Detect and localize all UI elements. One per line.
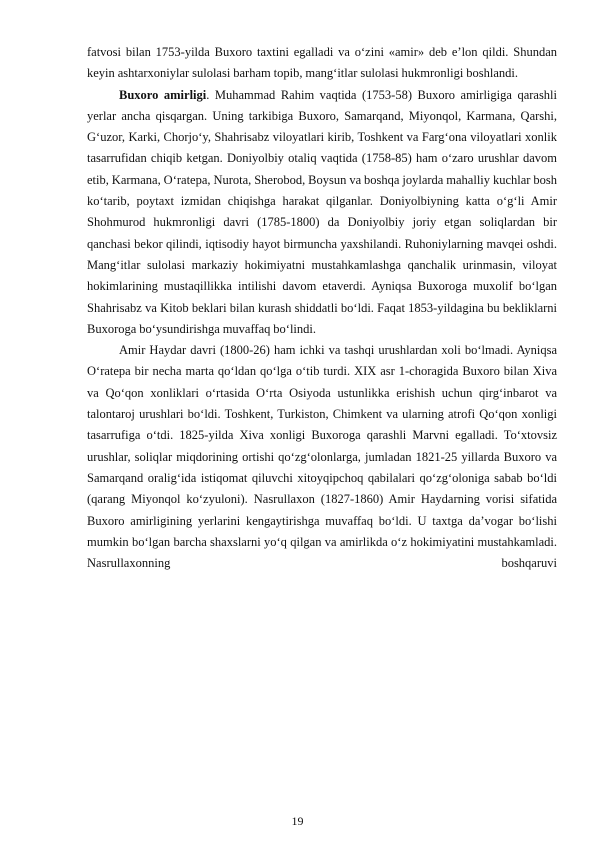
section-heading-buxoro-amirligi: Buxoro amirligi: [119, 87, 207, 102]
paragraph-2: [87, 85, 557, 341]
paragraph-1-text: fatvosi bilan 1753-yilda Buxoro taxtini egalladi va o‘zini «amir» deb e’lon qildi. Shundan keyin ashtarxoniylar sulolasi barham topib, mang‘itlar sulolasi hukmronligi boshlandi.: [87, 45, 557, 81]
body-text: [87, 42, 557, 574]
paragraph-2-text: . Muhammad Rahim vaqtida (1753-58) Buxoro amirligiga qarashli yerlar ancha qisqargan. Uning tarkibiga Buxoro, Samarqand, Miyonqol, Karmana, Qarshi, G‘uzor, Karki, Chorjo‘y, Shahrisabz viloyatlari kirib, Toshkent va Farg‘ona viloyatlari xonlik tasarrufidan chiqib ketgan. Doniyolbiy otaliq vaqtida (1758-85) ham o‘zaro urushlar davom etib, Karmana, O‘ratepa, Nurota, Sherobod, Boysun va boshqa joylarda mahalliy kuchlar bosh ko‘tarib, poytaxt izmidan chiqishga harakat qilganlar. Doniyolbiyning katta o‘g‘li Amir Shohmurod hukmronligi davri (1785-1800) da Doniyolbiy joriy etgan soliqlardan bir qanchasi bekor qilindi, iqtisodiy hayot birmuncha yaxshilandi. Ruhoniylarning mavqei oshdi. Mang‘itlar sulolasi markaziy hokimiyatni mustahkamlashga qanchalik urinmasin, viloyat hokimlarining mustaqillikka intilishi davom etaverdi. Ayniqsa Buxoroga muxolif bo‘lgan Shahrisabz va Kitob beklari bilan kurash shiddatli bo‘ldi. Faqat 1853-yildagina bu bekliklarni Buxoroga bo‘ysundirishga muvaffaq bo‘lindi.: [87, 87, 558, 336]
page-number: 19: [291, 814, 304, 828]
paragraph-3: [87, 340, 557, 574]
paragraph-1: [87, 42, 557, 85]
paragraph-3-text: Amir Haydar davri (1800-26) ham ichki va tashqi urushlardan xoli bo‘lmadi. Ayniqsa O‘ratepa bir necha marta qo‘ldan qo‘lga o‘tib turdi. XIX asr 1-choragida Buxoro bilan Xiva va Qo‘qon xonliklari o‘rtasida O‘rta Osiyoda ustunlikka erishish uchun qirg‘inbarot va talontaroj urushlari bo‘ldi. Toshkent, Turkiston, Chimkent va ularning atrofi Qo‘qon xonligi tasarrufiga o‘tdi. 1825-yilda Xiva xonligi Buxoroga qarashli Marvni egalladi. To‘xtovsiz urushlar, soliqlar miqdorining ortishi qo‘zg‘olonlarga, jumladan 1821-25 yillarda Buxoro va Samarqand oralig‘ida istiqomat qiluvchi xitoyqipchoq qabilalari qo‘zg‘oloniga sabab bo‘ldi (qarang Miyonqol ko‘zyuloni). Nasrullaxon (1827-1860) Amir Haydarning vorisi sifatida Buxoro amirligining yerlarini kengaytirishga muvaffaq bo‘ldi. U taxtga da’vogar bo‘lishi mumkin bo‘lgan barcha shaxslarni yo‘q qilgan va amirlikda o‘z hokimiyatini mustahkamladi. Nasrullaxonning boshqaruvi: [87, 343, 557, 571]
